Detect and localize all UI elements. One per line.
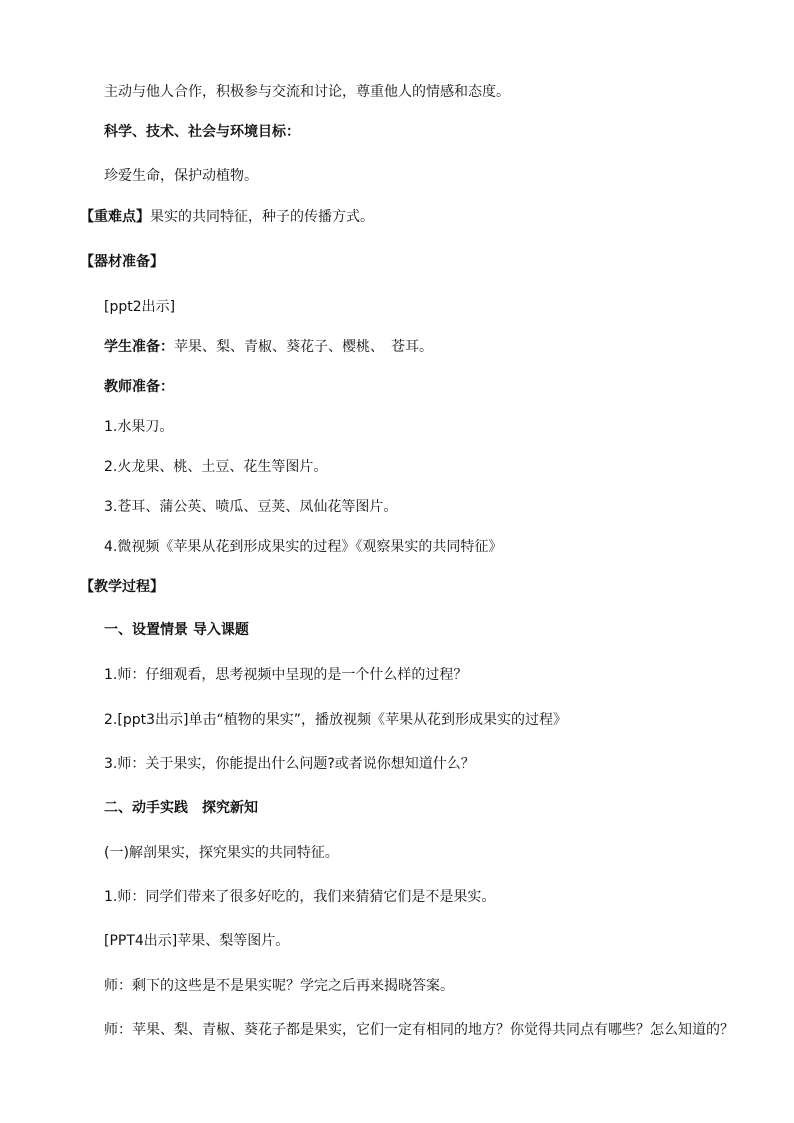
ppt4-note: [PPT4出示] bbox=[104, 933, 178, 949]
subsection-one-text: (一)解剖果实，探究果实的共同特征。 bbox=[104, 845, 339, 861]
teacher-material-1: 1.水果刀。 bbox=[104, 419, 174, 435]
student-materials-label: 学生准备： bbox=[104, 339, 174, 355]
ppt2-note: [ppt2出示] bbox=[104, 299, 176, 315]
goal-cooperation-text: 主动与他人合作，积极参与交流和讨论，尊重他人的情感和态度。 bbox=[104, 84, 510, 100]
ppt3-note: 2.[ppt3出示] bbox=[104, 712, 189, 728]
teacher-remark-1: 师：剩下的这些是不是果实呢？学完之后再来揭晓答案。 bbox=[104, 978, 454, 994]
step-2-text: 单击“植物的果实”，播放视频《苹果从花到形成果实的过程》 bbox=[188, 712, 567, 728]
teacher-remark-2: 师：苹果、梨、青椒、葵花子都是果实，它们一定有相同的地方？你觉得共同点有哪些？怎么知道的？ bbox=[104, 1022, 734, 1038]
subsection-step-1: 1.师：同学们带来了很多好吃的，我们来猜猜它们是不是果实。 bbox=[104, 889, 496, 905]
section-two-heading: 二、动手实践 探究新知 bbox=[104, 800, 258, 816]
teacher-material-2: 2.火龙果、桃、土豆、花生等图片。 bbox=[104, 459, 328, 475]
teacher-materials-heading: 教师准备： bbox=[104, 379, 174, 395]
step-2-line bbox=[104, 710, 567, 730]
sts-goal-text: 珍爱生命，保护动植物。 bbox=[104, 168, 258, 184]
teacher-material-4: 4.微视频《苹果从花到形成果实的过程》《观察果实的共同特征》 bbox=[104, 539, 503, 555]
teaching-process-heading: 【教学过程】 bbox=[80, 579, 164, 595]
sts-goal-heading: 科学、技术、社会与环境目标： bbox=[104, 124, 300, 140]
student-materials-text: 苹果、梨、青椒、葵花子、樱桃、 苍耳。 bbox=[174, 339, 433, 355]
key-points-text: 果实的共同特征，种子的传播方式。 bbox=[150, 209, 374, 225]
teacher-material-3: 3.苍耳、蒲公英、喷瓜、豆荚、凤仙花等图片。 bbox=[104, 499, 398, 515]
key-points-line bbox=[80, 207, 374, 227]
key-points-label: 【重难点】 bbox=[80, 209, 150, 225]
section-one-heading: 一、设置情景 导入课题 bbox=[104, 622, 249, 638]
student-materials-line bbox=[104, 337, 433, 357]
materials-heading: 【器材准备】 bbox=[80, 254, 164, 270]
step-1-text: 1.师：仔细观看，思考视频中呈现的是一个什么样的过程？ bbox=[104, 667, 468, 683]
step-3-text: 3.师：关于果实，你能提出什么问题?或者说你想知道什么？ bbox=[104, 756, 475, 772]
ppt4-line bbox=[104, 931, 289, 951]
ppt4-text: 苹果、梨等图片。 bbox=[177, 933, 290, 949]
